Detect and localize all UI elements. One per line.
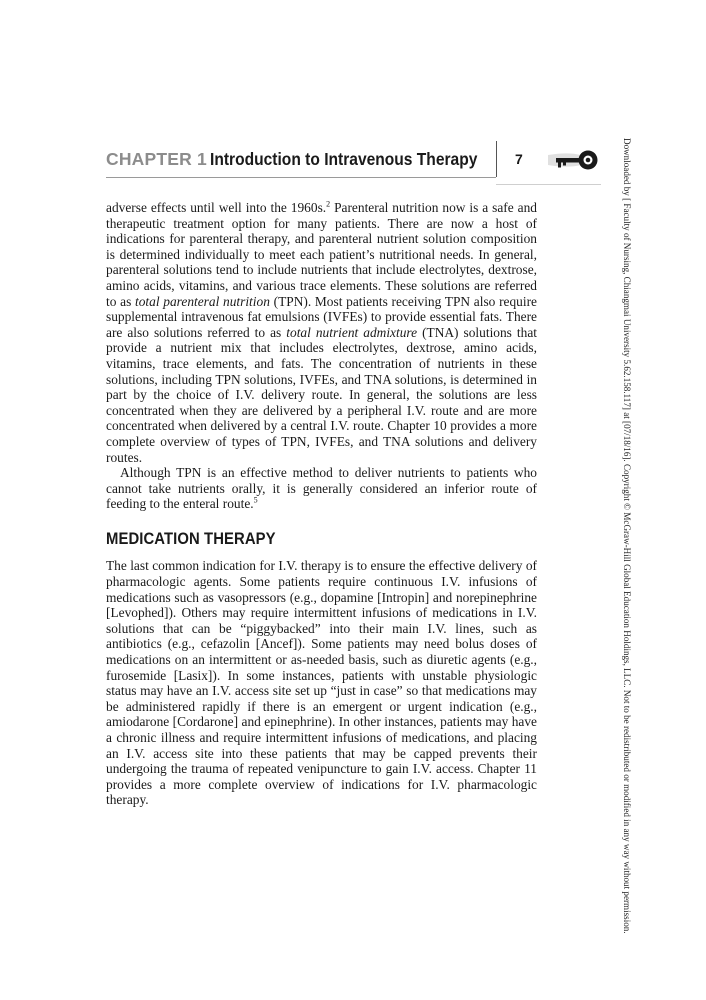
header-rule	[106, 177, 496, 178]
page-number: 7	[515, 151, 523, 167]
body-text	[106, 200, 537, 808]
citation-superscript: 2	[326, 199, 331, 209]
header-divider	[496, 141, 497, 177]
section-heading: MEDICATION THERAPY	[106, 529, 276, 548]
citation-superscript: 5	[253, 495, 258, 505]
side-notice-text: Downloaded by [ Faculty of Nursing, Chiangmai University 5.62.158.117] at [07/18/16]. Copyright © McGraw-Hill Global Education Holdings, LLC. Not to be redistributed or modified in any way without permission.	[622, 138, 632, 934]
paragraph-tpn: Although TPN is an effective method to deliver nutrients to patients who cannot take nutrients orally, it is generally considered an inferior route of feeding to the enteral route.$^5$	[106, 465, 537, 512]
running-header	[106, 147, 606, 177]
key-icon	[548, 146, 606, 174]
paragraph-parenteral-nutrition: adverse effects until well into the 1960s.$^2$ Parenteral nutrition now is a safe and therapeutic treatment option for many patients. There are now a host of indications for parenteral therapy, and parenteral nutrient solution composition is determined individually to meet each patient’s nutritional needs. In general, parenteral solutions tend to include nutrients that include electrolytes, dextrose, amino acids, vitamins, and various trace elements. These solutions are referred to as total parenteral nutrition (TPN). Most patients receiving TPN also require supplemental intravenous fat emulsions (IVFEs) to provide essential fats. There are also solutions referred to as total nutrient admixture (TNA) solutions that provide a nutrient mix that includes electrolytes, dextrose, amino acids, vitamins, trace elements, and fats. The concentration of nutrients in these solutions, including TPN solutions, IVFEs, and TNA solutions, is determined in part by the choice of I.V. delivery route. In general, the solutions are less concentrated when they are delivered by a peripheral I.V. route and are more concentrated when delivered by a central I.V. route. Chapter 10 provides a more complete overview of types of TPN, IVFEs, and TNA solutions and delivery routes.	[106, 199, 537, 465]
paragraph-medication-therapy: The last common indication for I.V. therapy is to ensure the effective delivery of pharmacologic agents. Some patients require continuous I.V. infusions of medications such as vasopressors (e.g., dopamine [Intropin] and norepinephrine [Levophed]). Others may require intermittent infusions of medications in I.V. solutions that can be “piggybacked” into their main I.V. lines, such as antibiotics (e.g., cefazolin [Ancef]). Some patients may need bolus doses of medications on an intermittent or as-needed basis, such as diuretic agents (e.g., furosemide [Lasix]). In some instances, patients with unstable physiologic status may have an I.V. access site set up “just in case” so that medications may be administered rapidly if there is an emergent or urgent indication (e.g., amiodarone [Cordarone] and epinephrine). In other instances, patients may have a chronic illness and require intermittent infusions of medications, and placing an I.V. access site into these patients that may be capped prevents their undergoing the trauma of repeated venipuncture to gain I.V. access. Chapter 11 provides a more complete overview of indications for I.V. pharmacologic therapy.	[106, 558, 537, 808]
copyright-side-notice	[621, 138, 633, 934]
chapter-label: CHAPTER 1	[106, 149, 207, 169]
chapter-title: Introduction to Intravenous Therapy	[210, 149, 478, 169]
header-rule-right	[496, 184, 601, 185]
